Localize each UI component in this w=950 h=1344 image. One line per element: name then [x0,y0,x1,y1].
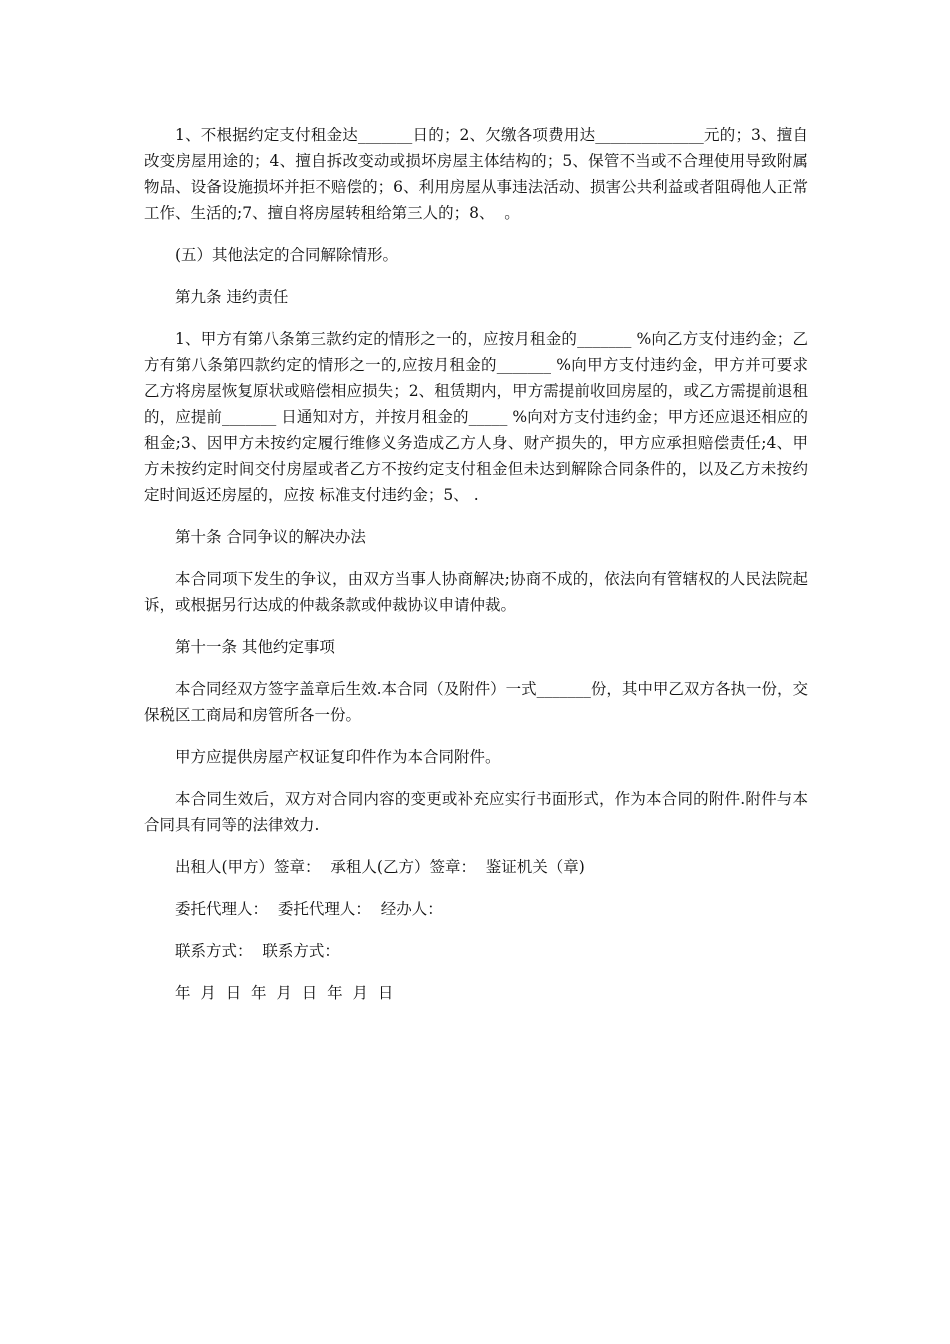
article-11-heading: 第十一条 其他约定事项 [175,638,335,656]
document-page [144,122,808,1006]
article-11-body-attachment: 甲方应提供房屋产权证复印件作为本合同附件。 [175,748,501,766]
article-10-heading: 第十条 合同争议的解决办法 [175,528,366,546]
signature-line: 出租人(甲方）签章： 承租人(乙方）签章： 鉴证机关（章) [175,858,585,876]
article-11-body-amendment: 本合同生效后，双方对合同内容的变更或补充应实行书面形式，作为本合同的附件.附件与本合同具有同等的法律效力. [144,790,808,834]
clause-8-other-statutory: (五）其他法定的合同解除情形。 [175,246,399,264]
clause-8-termination-conditions: 1、不根据约定支付租金达_______日的；2、欠缴各项费用达______________元的；3、擅自改变房屋用途的；4、擅自拆改变动或损坏房屋主体结构的；5、保管不当或不合理使用导致附属物品、设备设施损坏并拒不赔偿的；6、利用房屋从事违法活动、损害公共利益或者阻碍他人正常工作、生活的;7、擅自将房屋转租给第三人的；8、 。 [144,126,808,222]
article-10-body: 本合同项下发生的争议，由双方当事人协商解决;协商不成的，依法向有管辖权的人民法院起诉，或根据另行达成的仲裁条款或仲裁协议申请仲裁。 [144,570,808,614]
article-9-heading: 第九条 违约责任 [175,288,289,306]
contact-line: 联系方式： 联系方式： [175,942,340,960]
article-11-body-copies: 本合同经双方签字盖章后生效.本合同（及附件）一式_______份，其中甲乙双方各执一份，交保税区工商局和房管所各一份。 [144,680,808,724]
date-line: 年 月 日 年 月 日 年 月 日 [175,984,394,1002]
article-9-body: 1、甲方有第八条第三款约定的情形之一的，应按月租金的_______ %向乙方支付违约金；乙方有第八条第四款约定的情形之一的,应按月租金的_______ %向甲方支付违约金，甲方并可要求乙方将房屋恢复原状或赔偿相应损失；2、租赁期内，甲方需提前收回房屋的，或乙方需提前退租的，应提前_______ 日通知对方，并按月租金的_____ %向对方支付违约金；甲方还应退还相应的租金;3、因甲方未按约定履行维修义务造成乙方人身、财产损失的，甲方应承担赔偿责任;4、甲方未按约定时间交付房屋或者乙方不按约定支付租金但未达到解除合同条件的，以及乙方未按约定时间返还房屋的，应按 标准支付违约金；5、 . [144,330,808,504]
agent-line: 委托代理人： 委托代理人： 经办人： [175,900,443,918]
